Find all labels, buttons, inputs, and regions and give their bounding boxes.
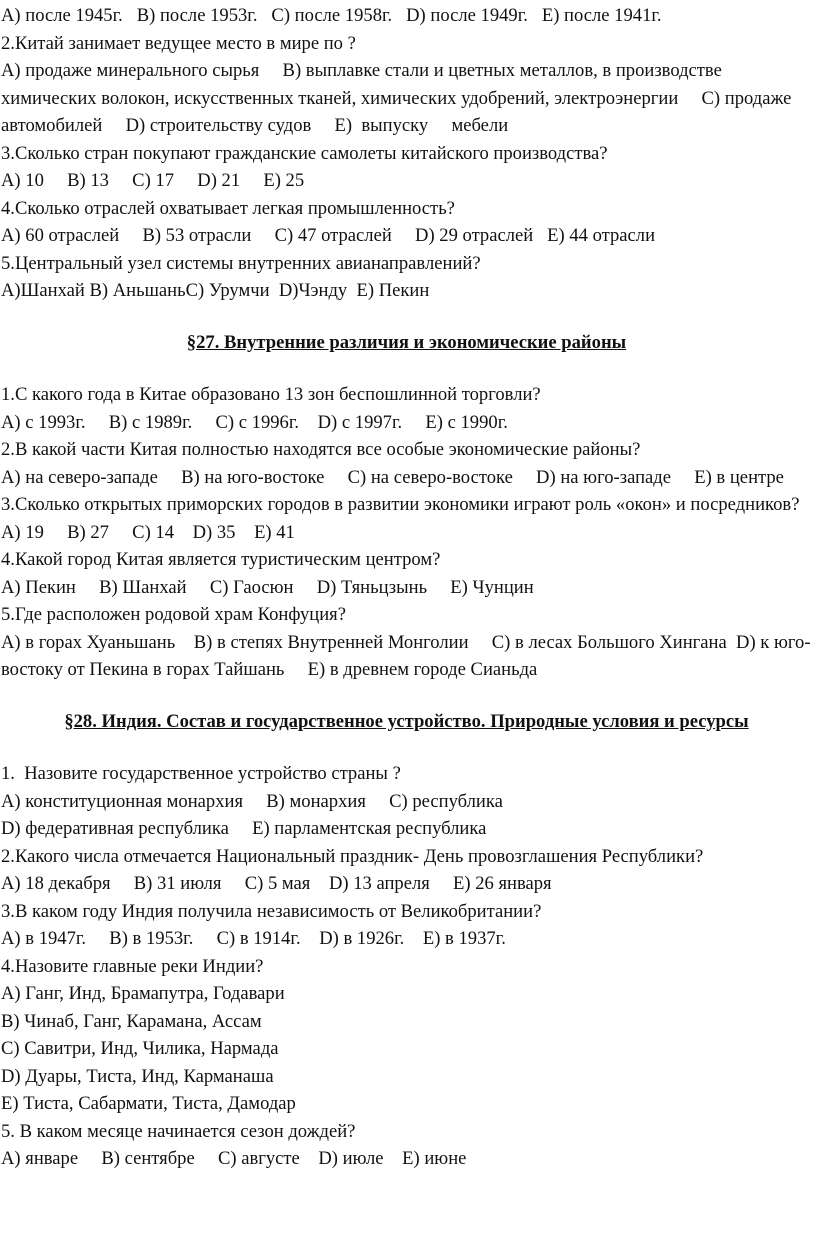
question-4-s28: 4.Назовите главные реки Индии? bbox=[1, 955, 264, 977]
answer-options-q4-s27: А) Пекин В) Шанхай С) Гаосюн D) Тяньцзынь E) Чунцин bbox=[1, 576, 534, 598]
answer-options-q2-top: А) продаже минерального сырья В) выплавке стали и цветных металлов, в производстве химических волокон, искусственных тканей, химических удобрений, электроэнергии С) продаже автомобилей D) строительству судов E) выпуску мебели bbox=[1, 60, 796, 136]
answer-options-q1-s28-line1: А) конституционная монархия В) монархия С) республика bbox=[1, 790, 503, 812]
question-4-s27: 4.Какой город Китая является туристическим центром? bbox=[1, 549, 441, 570]
question-3-s27: 3.Сколько открытых приморских городов в развитии экономики играют роль «окон» и посредников? bbox=[1, 494, 800, 515]
answer-option-q4-s28-c: С) Савитри, Инд, Чилика, Нармада bbox=[1, 1038, 279, 1059]
section-27-heading: §27. Внутренние различия и экономические районы bbox=[186, 331, 627, 353]
question-2-s28: 2.Какого числа отмечается Национальный праздник- День провозглашения Республики? bbox=[1, 845, 704, 867]
answer-options-q5-s28: А) январе В) сентябре С) августе D) июле E) июне bbox=[1, 1148, 467, 1169]
question-5-top: 5.Центральный узел системы внутренних авианаправлений? bbox=[1, 252, 481, 274]
question-1-s27: 1.С какого года в Китае образовано 13 зон беспошлинной торговли? bbox=[1, 384, 541, 405]
question-3-s28: 3.В каком году Индия получила независимость от Великобритании? bbox=[1, 900, 542, 922]
answer-option-q4-s28-d: D) Дуары, Тиста, Инд, Карманаша bbox=[1, 1065, 274, 1087]
answer-options-q3-s27: A) 19 B) 27 C) 14 D) 35 E) 41 bbox=[1, 521, 295, 543]
question-5-s27: 5.Где расположен родовой храм Конфуция? bbox=[1, 604, 346, 625]
section-28-heading: §28. Индия. Состав и государственное устройство. Природные условия и ресурсы bbox=[64, 710, 749, 732]
answer-options-q5-top: A)Шанхай B) АньшаньC) Урумчи D)Чэнду E) Пекин bbox=[1, 280, 430, 301]
answer-option-q4-s28-e: E) Тиста, Сабармати, Тиста, Дамодар bbox=[1, 1093, 296, 1114]
answer-option-q4-s28-a: А) Ганг, Инд, Брамапутра, Годавари bbox=[1, 983, 285, 1004]
answer-options-q2-s27: А) на северо-западе В) на юго-востоке С) на северо-востоке D) на юго-западе E) в центре bbox=[1, 466, 784, 488]
question-4-top: 4.Сколько отраслей охватывает легкая промышленность? bbox=[1, 197, 455, 219]
answer-options-q3-s28: А) в 1947г. В) в 1953г. С) в 1914г. D) в 1926г. E) в 1937г. bbox=[1, 928, 506, 949]
question-2-top: 2.Китай занимает ведущее место в мире по ? bbox=[1, 32, 356, 54]
answer-options-q1-s27: А) с 1993г. B) с 1989г. C) с 1996г. D) с 1997г. E) с 1990г. bbox=[1, 411, 508, 433]
question-1-s28: 1. Назовите государственное устройство страны ? bbox=[1, 763, 401, 784]
answer-options-q1-top: A) после 1945г. B) после 1953г. C) после 1958г. D) после 1949г. E) после 1941г. bbox=[1, 5, 662, 26]
answer-options-q2-s28: А) 18 декабря В) 31 июля С) 5 мая D) 13 апреля E) 26 января bbox=[1, 873, 552, 894]
answer-options-q5-s27: А) в горах Хуаньшань В) в степях Внутренней Монголии С) в лесах Большого Хингана D) к юго-востоку от Пекина в горах Тайшань E) в древнем городе Сианьда bbox=[1, 631, 811, 680]
answer-options-q4-top: A) 60 отраслей B) 53 отрасли C) 47 отраслей D) 29 отраслей E) 44 отрасли bbox=[1, 225, 656, 246]
answer-option-q4-s28-b: В) Чинаб, Ганг, Карамана, Ассам bbox=[1, 1010, 262, 1032]
question-5-s28: 5. В каком месяце начинается сезон дождей? bbox=[1, 1120, 356, 1142]
answer-options-q3-top: A) 10 B) 13 C) 17 D) 21 E) 25 bbox=[1, 170, 305, 191]
question-2-s27: 2.В какой части Китая полностью находятся все особые экономические районы? bbox=[1, 439, 641, 460]
question-3-top: 3.Сколько стран покупают гражданские самолеты китайского производства? bbox=[1, 142, 608, 164]
answer-options-q1-s28-line2: D) федеративная республика E) парламентская республика bbox=[1, 818, 487, 839]
